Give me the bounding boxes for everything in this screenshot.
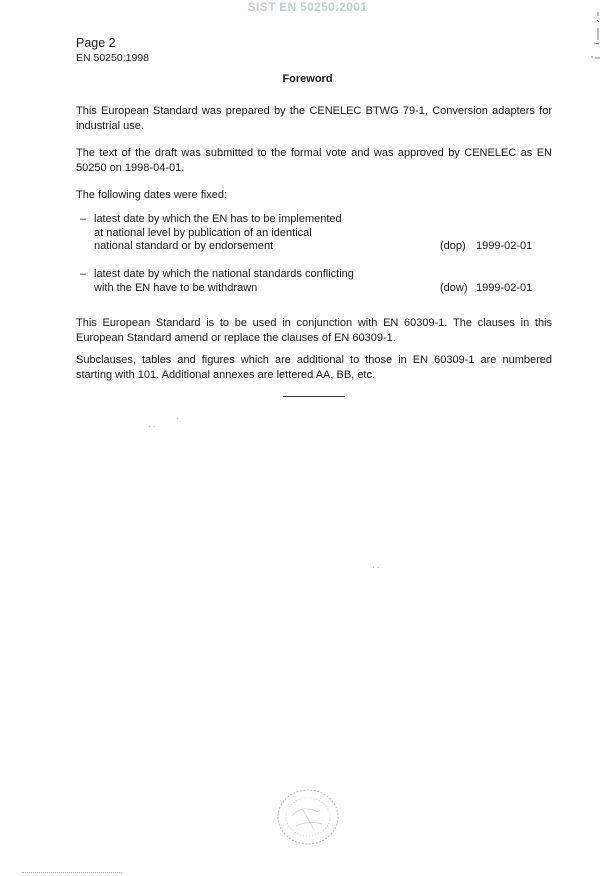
page-number: Page 2 [76, 36, 116, 50]
date-item-line: latest date by which the EN has to be implemented [94, 213, 342, 225]
paragraph-approval: The text of the draft was submitted to the formal vote and was approved by CENELEC as EN 50250 on 1998-04-01. [76, 147, 552, 174]
date-item-code: (dop) [440, 240, 466, 252]
date-item-value: 1999-02-01 [476, 240, 533, 252]
scan-speck: · [176, 414, 179, 423]
date-item-description [94, 268, 424, 295]
footer-dotted-line [22, 872, 122, 873]
date-item-dow [76, 268, 546, 298]
date-item-dop [76, 213, 546, 257]
date-item-description [94, 213, 424, 254]
stamp-seal [272, 786, 342, 848]
scan-speck: · · [372, 563, 380, 572]
list-dash: – [80, 213, 87, 225]
section-title: Foreword [282, 73, 333, 85]
scan-speck: · · [148, 422, 156, 431]
watermark: SIST EN 50250:2001 [247, 0, 368, 14]
list-dash: – [80, 268, 87, 280]
paragraph-dates-intro: The following dates were fixed: [76, 189, 228, 201]
date-item-value: 1999-02-01 [476, 282, 533, 294]
date-item-code: (dow) [440, 282, 468, 294]
margin-scribble-mark [588, 10, 602, 70]
document-reference: EN 50250:1998 [76, 52, 149, 64]
date-item-line: national standard or by endorsement [94, 240, 274, 253]
paragraph-conjunction: This European Standard is to be used in conjunction with EN 60309-1. The clauses in this European Standard amend or replace the clauses of EN 60309-1. [76, 317, 552, 344]
section-divider [283, 396, 345, 397]
date-item-line: latest date by which the national standards conflicting [94, 268, 354, 280]
date-item-line: with the EN have to be withdrawn [94, 281, 258, 294]
paragraph-prepared-by: This European Standard was prepared by the CENELEC BTWG 79-1, Conversion adapters for industrial use. [76, 105, 552, 132]
paragraph-numbering: Subclauses, tables and figures which are additional to those in EN 60309-1 are numbered starting with 101. Additional annexes are lettered AA, BB, etc. [76, 354, 552, 381]
date-item-line: at national level by publication of an identical [94, 226, 312, 239]
